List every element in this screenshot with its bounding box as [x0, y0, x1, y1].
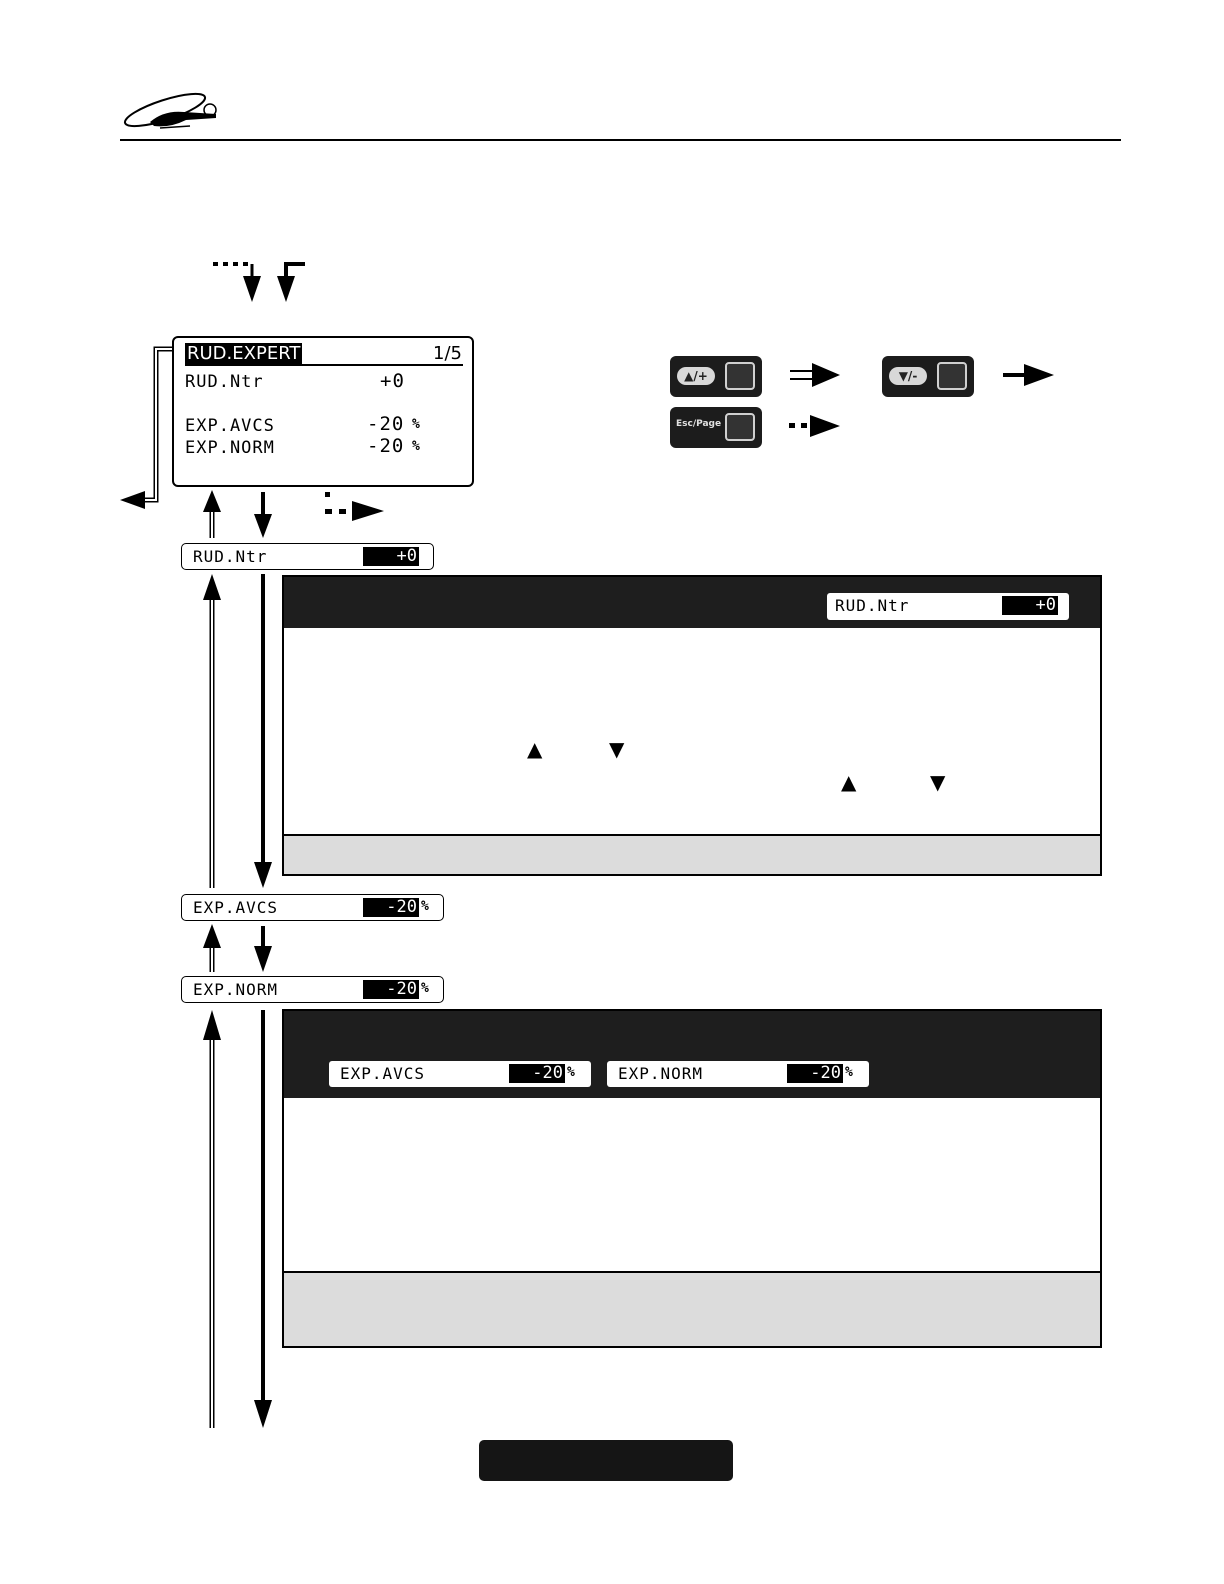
item-unit: % — [421, 899, 429, 914]
item-value: +0 — [363, 547, 419, 566]
lcd-title-underline — [185, 364, 463, 366]
legend-solid-arrow — [1003, 364, 1054, 386]
lcd-row-label: EXP.AVCS — [185, 416, 275, 436]
item-unit: % — [845, 1065, 853, 1080]
lcd-row-value: +0 — [380, 370, 405, 392]
panel-item-rud-ntr — [827, 593, 1069, 620]
down-minus-key[interactable] — [882, 356, 974, 397]
lcd-row-value: -20 — [367, 413, 405, 435]
triangle-down-icon: ▼ — [609, 737, 625, 761]
panel-header — [284, 577, 1100, 628]
up-plus-key-label: ▲/+ — [677, 367, 715, 385]
entry-solid-arrow — [277, 264, 305, 302]
item-rud-ntr[interactable] — [181, 543, 434, 570]
lcd-row-label: RUD.Ntr — [185, 372, 264, 392]
lcd-main-screen — [172, 336, 474, 487]
triangle-up-icon: ▲ — [527, 737, 543, 761]
esc-page-key-pad — [725, 413, 755, 441]
triangle-down-icon: ▼ — [930, 770, 946, 794]
item-value: +0 — [1002, 596, 1058, 615]
item-label: EXP.AVCS — [193, 898, 279, 917]
solid-arrow-down-4 — [254, 1010, 272, 1428]
item-exp-norm[interactable] — [181, 976, 444, 1003]
item-label: EXP.NORM — [618, 1064, 704, 1083]
panel-item-exp-avcs — [329, 1061, 591, 1087]
panel-exponential — [282, 1009, 1102, 1348]
lcd-page-indicator: 1/5 — [433, 343, 462, 364]
panel-note-band — [284, 1271, 1100, 1346]
item-unit: % — [567, 1065, 575, 1080]
item-value: -20 — [787, 1064, 843, 1083]
lcd-row-unit: % — [412, 417, 421, 432]
lcd-row-label: EXP.NORM — [185, 438, 275, 458]
panel-header — [284, 1011, 1100, 1098]
solid-arrow-down-3 — [254, 926, 272, 972]
panel-rud-ntr — [282, 575, 1102, 876]
solid-arrow-down-1 — [254, 492, 272, 538]
item-unit: % — [421, 981, 429, 996]
double-arrow-up-3 — [203, 924, 221, 972]
item-label: EXP.NORM — [193, 980, 279, 999]
item-label: RUD.Ntr — [193, 547, 268, 566]
up-plus-key[interactable] — [670, 356, 762, 397]
entry-dotted-arrow — [213, 264, 261, 302]
triangle-up-icon: ▲ — [841, 770, 857, 794]
double-arrow-up-1 — [203, 490, 221, 538]
lcd-row-unit: % — [412, 439, 421, 454]
item-value: -20 — [363, 980, 419, 999]
item-label: EXP.AVCS — [340, 1064, 426, 1083]
double-arrow-up-2 — [203, 574, 221, 888]
exit-left-double-arrow — [120, 349, 172, 509]
double-arrow-up-4 — [203, 1010, 221, 1428]
item-value: -20 — [363, 898, 419, 917]
dotted-arrow-right — [325, 492, 384, 521]
esc-page-key-label: Esc/Page — [676, 419, 722, 429]
down-minus-key-pad — [937, 362, 967, 390]
legend-double-arrow — [790, 363, 840, 387]
panel-note-band — [284, 834, 1100, 874]
down-minus-key-label: ▼/- — [889, 367, 927, 385]
footer-tab — [479, 1440, 733, 1481]
lcd-row-value: -20 — [367, 435, 405, 457]
item-exp-avcs[interactable] — [181, 894, 444, 921]
panel-item-exp-norm — [607, 1061, 869, 1087]
item-label: RUD.Ntr — [835, 596, 910, 615]
esc-page-key[interactable] — [670, 407, 762, 448]
item-value: -20 — [509, 1064, 565, 1083]
lcd-title: RUD.EXPERT — [187, 343, 301, 364]
up-plus-key-pad — [725, 362, 755, 390]
legend-dotted-arrow — [789, 415, 840, 437]
solid-arrow-down-2 — [254, 574, 272, 888]
